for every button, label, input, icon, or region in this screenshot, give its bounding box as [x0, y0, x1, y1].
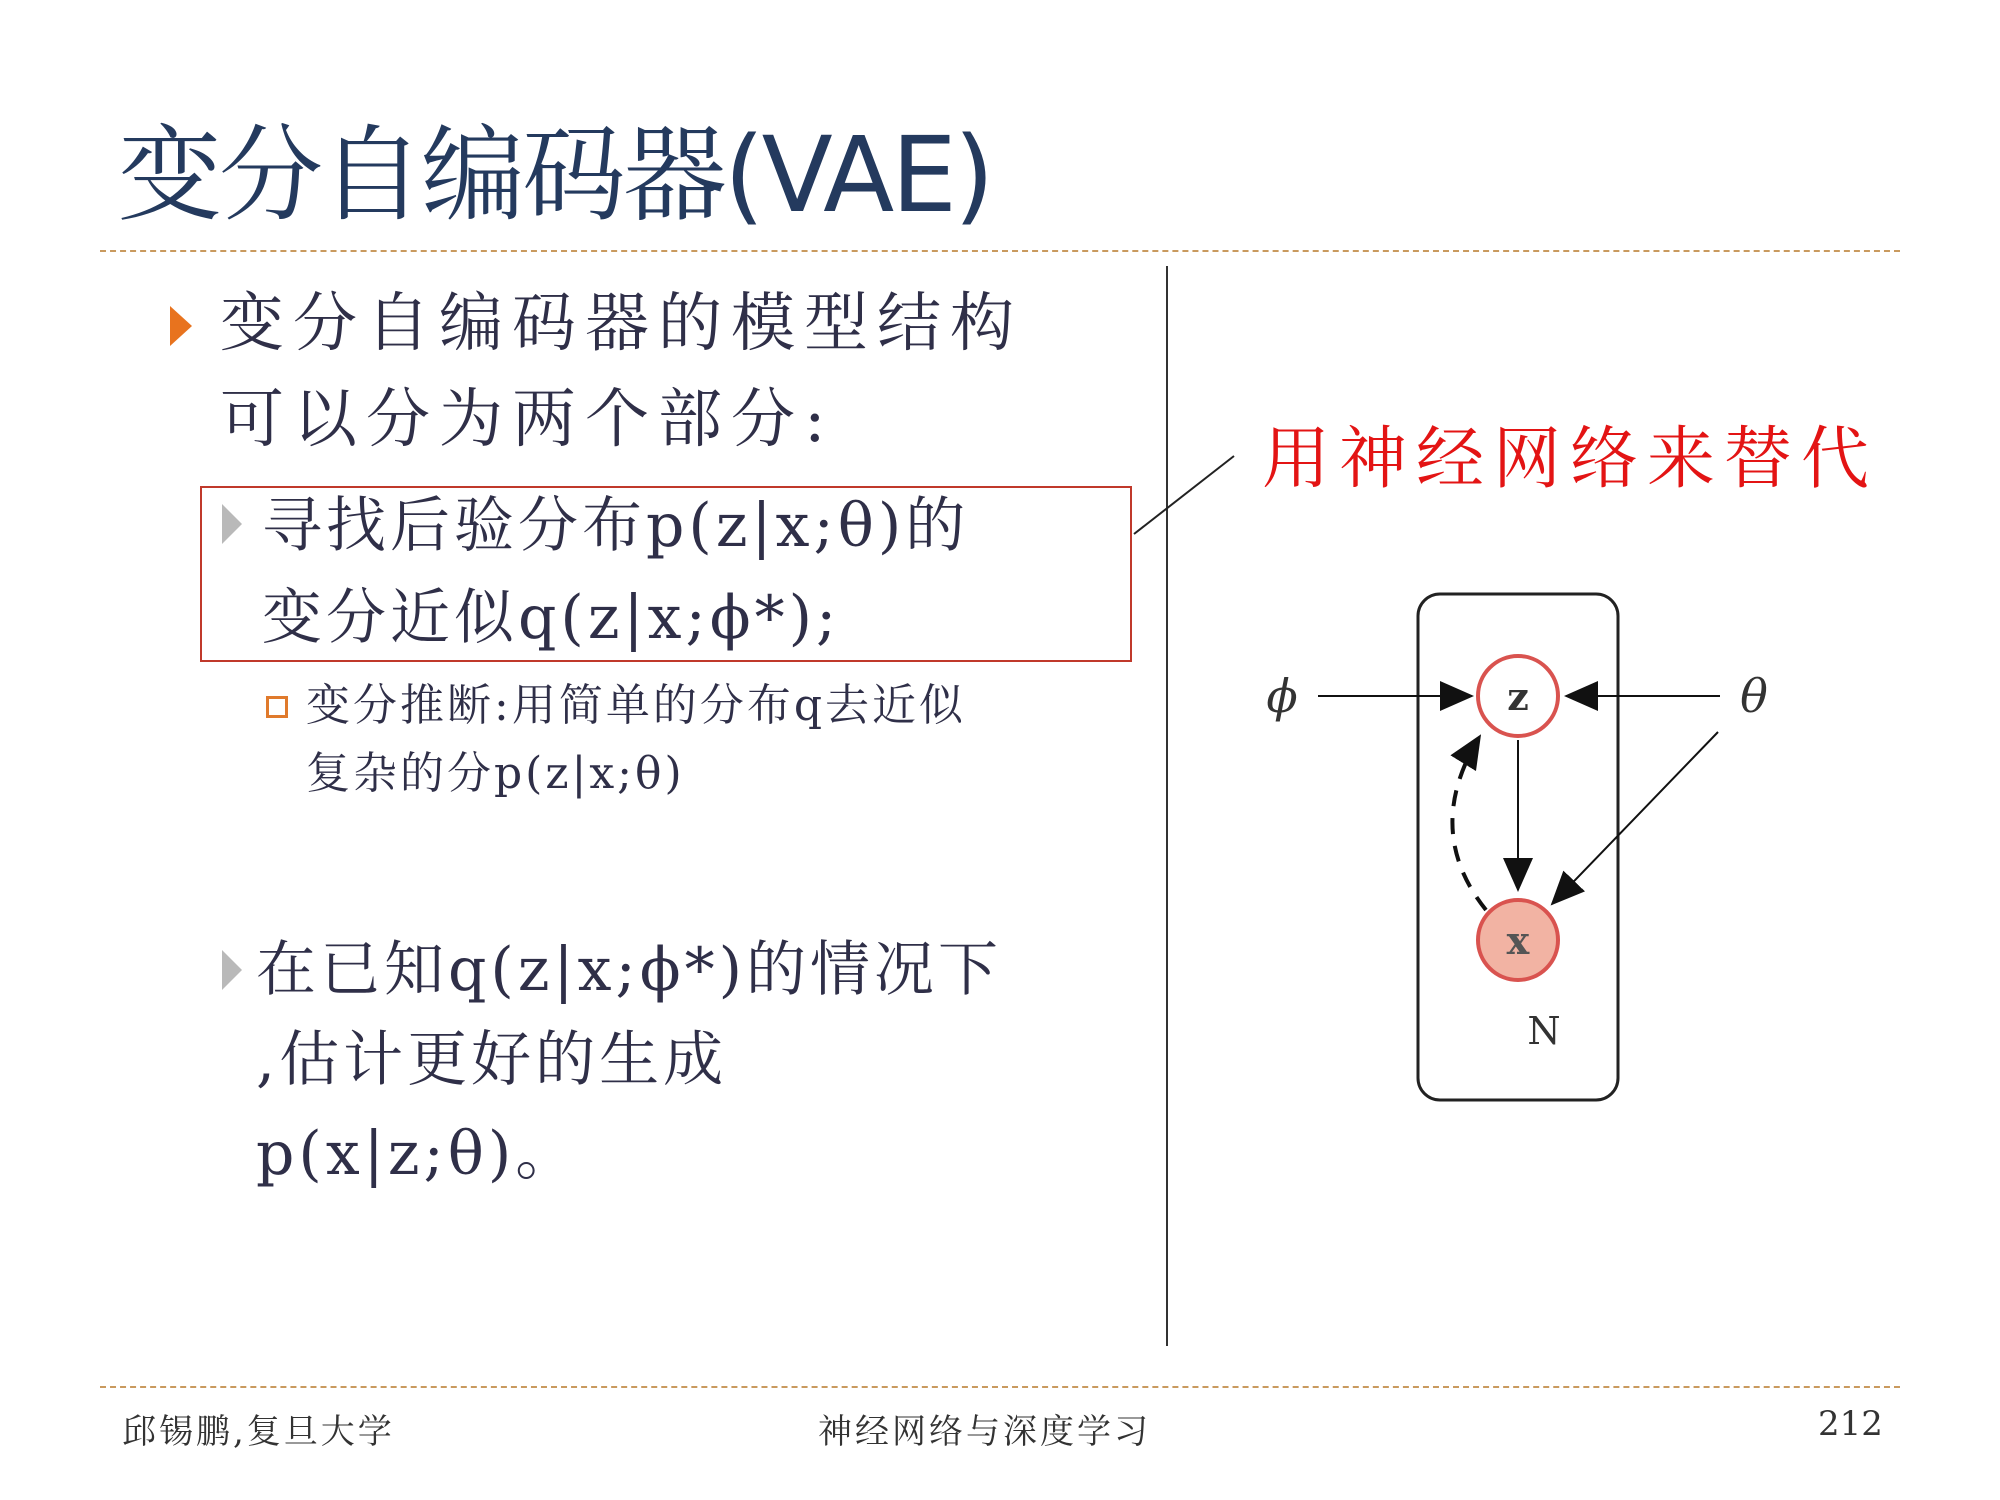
- x-node-label: x: [1506, 918, 1530, 963]
- inference-dashed-arrow: [1452, 736, 1486, 910]
- bullet1-line2: 可以分为两个部分:: [220, 383, 835, 457]
- sub1-line2: 变分近似q(z|x;ϕ*);: [262, 583, 841, 653]
- footer-author: 邱锡鹏,复旦大学: [122, 1412, 395, 1452]
- footer-course: 神经网络与深度学习: [818, 1412, 1151, 1452]
- plate-label: N: [1527, 1009, 1561, 1053]
- subsub-line2: 复杂的分p(z|x;θ): [306, 748, 685, 799]
- annotation-text: 用神经网络来替代: [1262, 420, 1879, 499]
- theta-to-x-arrow: [1552, 732, 1718, 904]
- annotation-pointer-line: [1134, 456, 1234, 534]
- z-node-label: z: [1507, 674, 1529, 719]
- bullet1-line1: 变分自编码器的模型结构: [220, 287, 1023, 361]
- footer-divider: [100, 1386, 1900, 1388]
- phi-label: ϕ: [1266, 669, 1298, 723]
- page-number: 212: [1818, 1404, 1883, 1444]
- sub1-line1: 寻找后验分布p(z|x;θ)的: [262, 491, 970, 561]
- subsub-line1: 变分推断:用简单的分布q去近似: [306, 680, 966, 731]
- sub2-line2: ,估计更好的生成: [256, 1025, 728, 1095]
- sub2-line1: 在已知q(z|x;ϕ*)的情况下: [256, 935, 1003, 1005]
- theta-label: θ: [1740, 669, 1768, 723]
- sub2-line3: p(x|z;θ)。: [256, 1119, 580, 1189]
- slide-title: 变分自编码器(VAE): [118, 114, 992, 236]
